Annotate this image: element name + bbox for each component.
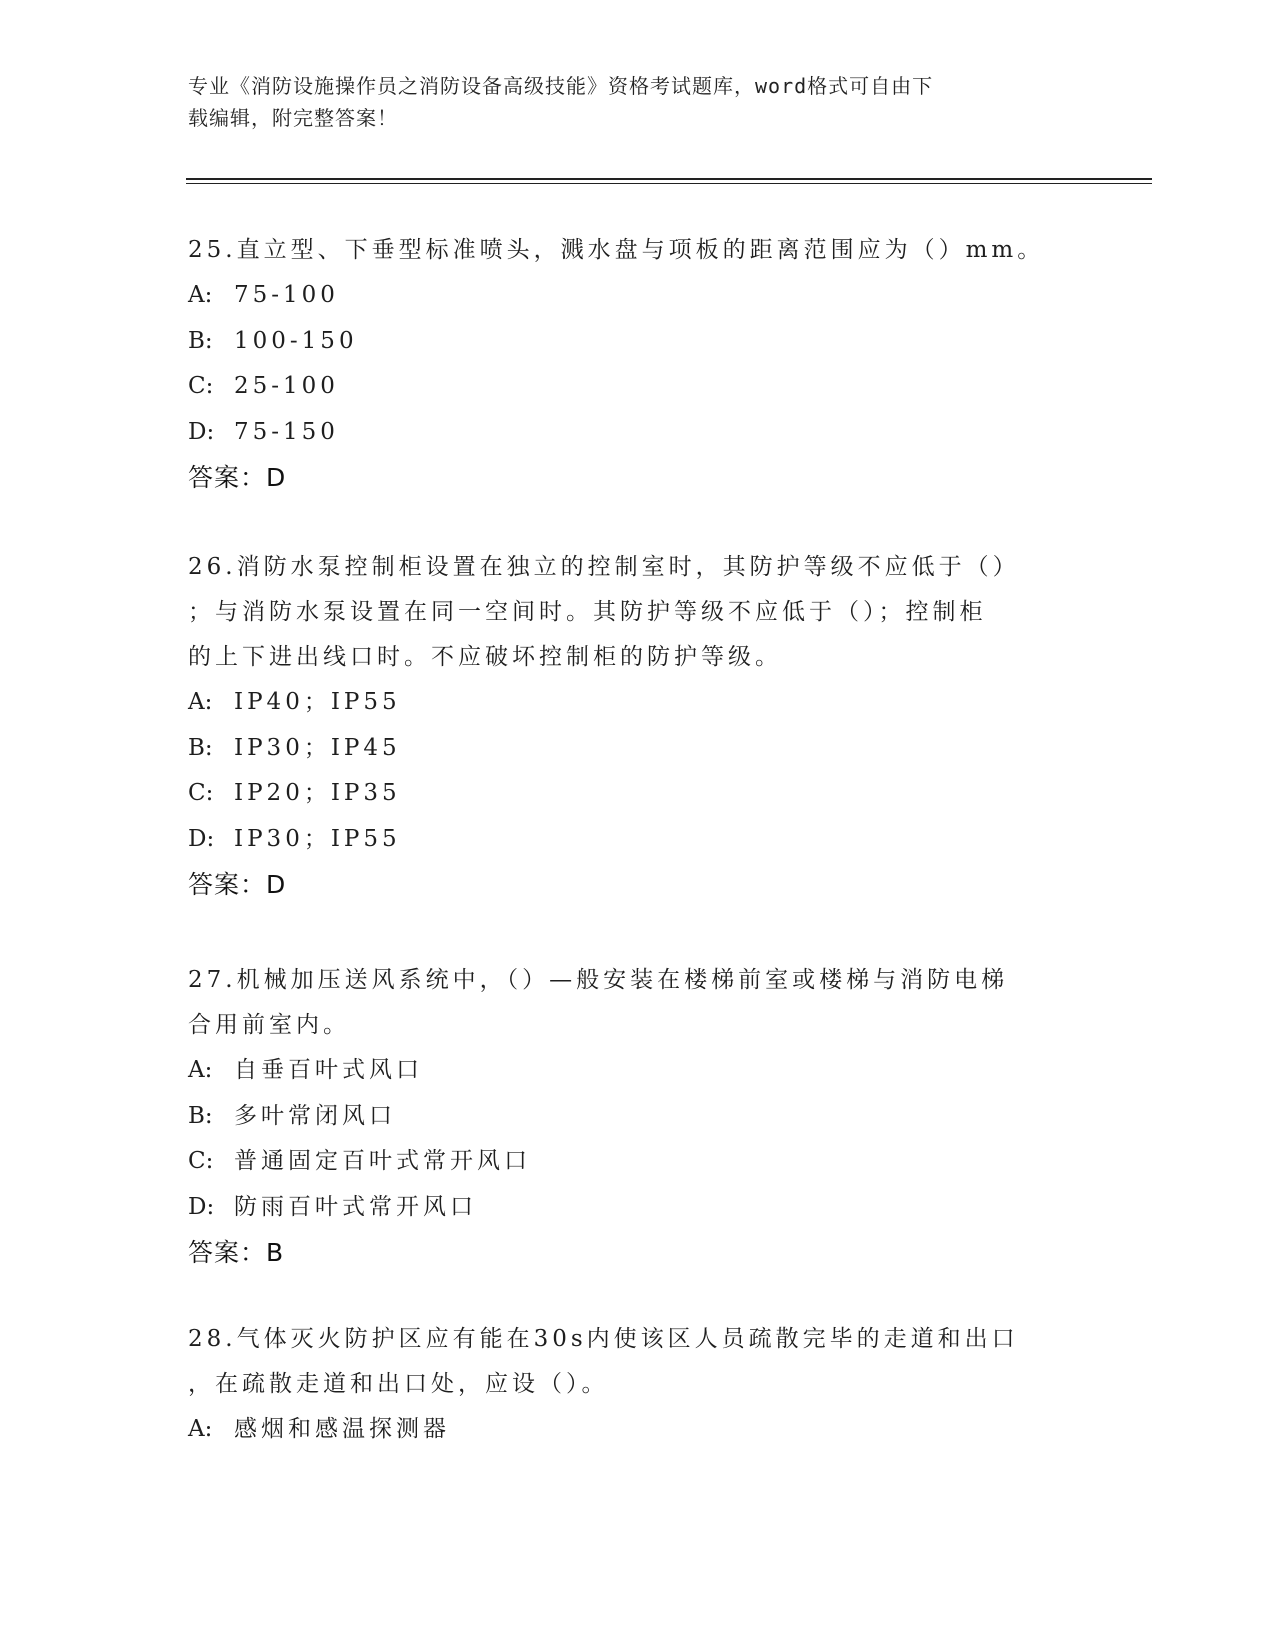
- option-b: [188, 319, 1088, 365]
- option-text: IP30；IP55: [234, 825, 401, 852]
- option-text: 25-100: [234, 373, 339, 399]
- question-28: [188, 1317, 1088, 1453]
- answer-text: 答案：D: [188, 870, 287, 899]
- option-key: A:: [188, 689, 213, 715]
- option-key: A:: [188, 282, 213, 308]
- document-header: [188, 70, 1068, 134]
- option-key: C:: [188, 373, 214, 399]
- option-c: [188, 771, 1088, 817]
- header-line-1: 专业《消防设施操作员之消防设备高级技能》资格考试题库，word格式可自由下: [188, 74, 934, 98]
- answer-text: 答案：D: [188, 463, 287, 492]
- question-text-line-1: 28.气体灭火防护区应有能在30s内使该区人员疏散完毕的走道和出口: [188, 1326, 1019, 1352]
- option-d: [188, 1185, 1088, 1231]
- question-27: [188, 958, 1088, 1275]
- option-text: 75-100: [234, 282, 339, 308]
- question-text-line-1: 27.机械加压送风系统中，（）—般安装在楼梯前室或楼梯与消防电梯: [188, 967, 1009, 993]
- option-a: [188, 1048, 1088, 1094]
- option-a: [188, 273, 1088, 319]
- option-d: [188, 410, 1088, 456]
- option-key: B:: [188, 734, 213, 761]
- option-key: D:: [188, 825, 215, 852]
- option-b: [188, 1094, 1088, 1140]
- option-text: IP40；IP55: [234, 689, 401, 715]
- option-key: B:: [188, 327, 213, 354]
- option-text: IP20；IP35: [234, 780, 401, 806]
- answer-text: 答案：B: [188, 1238, 285, 1267]
- option-text: 防雨百叶式常开风口: [234, 1193, 477, 1220]
- header-line-2: 载编辑，附完整答案！: [188, 106, 398, 130]
- question-text-line-2: 合用前室内。: [188, 1012, 350, 1038]
- question-text-line-2: ，在疏散走道和出口处，应设（）。: [188, 1371, 609, 1397]
- option-a: [188, 680, 1088, 726]
- option-d: [188, 817, 1088, 863]
- option-c: [188, 364, 1088, 410]
- option-b: [188, 726, 1088, 772]
- option-key: A:: [188, 1416, 213, 1442]
- question-text-line-3: 的上下进出线口时。不应破坏控制柜的防护等级。: [188, 644, 782, 670]
- option-text: 感烟和感温探测器: [234, 1416, 450, 1442]
- option-key: B:: [188, 1102, 213, 1129]
- question-text-line-2: ；与消防水泵设置在同一空间时。其防护等级不应低于（）；控制柜: [188, 599, 987, 625]
- option-text: 75-150: [234, 418, 339, 445]
- question-25: [188, 228, 1088, 500]
- option-key: D:: [188, 1193, 215, 1220]
- question-text-line-1: 26.消防水泵控制柜设置在独立的控制室时，其防护等级不应低于（）: [188, 554, 1020, 580]
- option-key: C:: [188, 780, 214, 806]
- header-divider: [186, 178, 1152, 184]
- question-text: 25.直立型、下垂型标准喷头，溅水盘与项板的距离范围应为（）mm。: [188, 237, 1045, 263]
- option-text: 100-150: [234, 327, 358, 354]
- option-key: C:: [188, 1148, 214, 1174]
- option-c: [188, 1139, 1088, 1185]
- option-text: 多叶常闭风口: [234, 1102, 396, 1129]
- option-key: A:: [188, 1057, 213, 1083]
- option-text: 自垂百叶式风口: [234, 1057, 423, 1083]
- option-text: IP30；IP45: [234, 734, 401, 761]
- option-text: 普通固定百叶式常开风口: [234, 1148, 531, 1174]
- option-key: D:: [188, 418, 215, 445]
- question-26: [188, 545, 1088, 907]
- option-a: [188, 1407, 1088, 1453]
